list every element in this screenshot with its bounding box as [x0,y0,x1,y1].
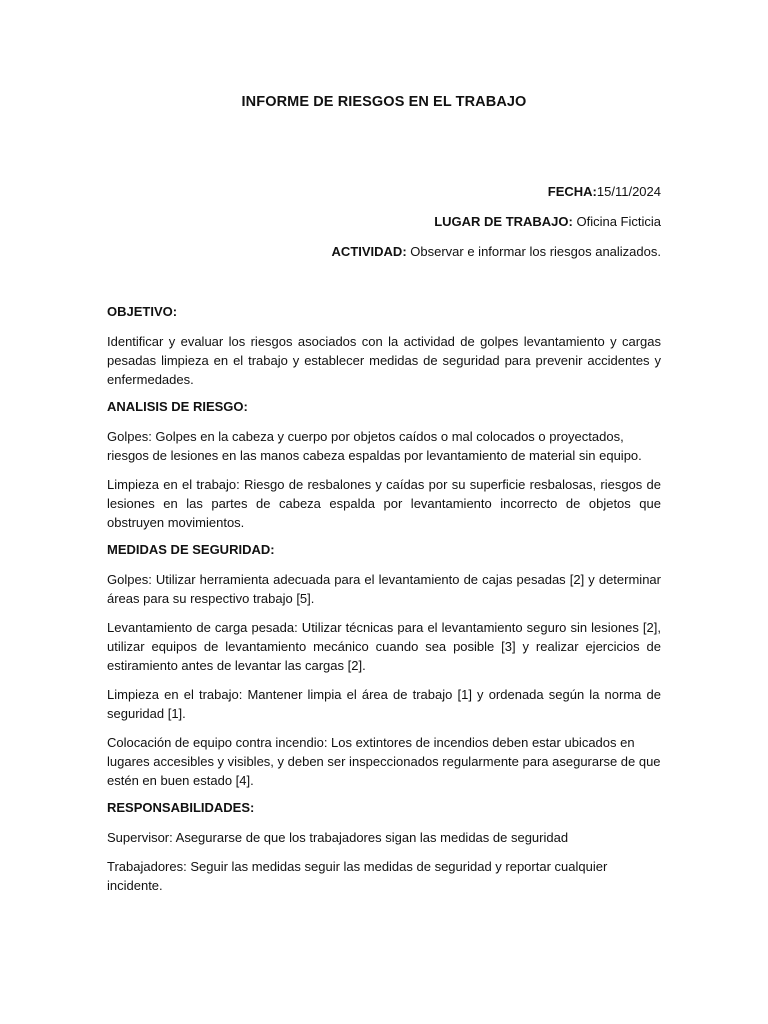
heading-objetivo: OBJETIVO: [107,304,178,319]
document-body [107,302,661,905]
actividad-value: Observar e informar los riesgos analizados. [406,244,661,259]
paragraph-medidas-limpieza: Limpieza en el trabajo: Mantener limpia el área de trabajo [1] y ordenada según la norma de seguridad [1]. [107,687,661,721]
document-title: INFORME DE RIESGOS EN EL TRABAJO [241,94,527,110]
heading-analisis: ANALISIS DE RIESGO: [107,399,248,414]
meta-actividad [332,244,661,259]
paragraph-analisis-limpieza: Limpieza en el trabajo: Riesgo de resbalones y caídas por su superficie resbalosas, riesgos de lesiones en las partes de cabeza espalda por levantamiento incorrecto de objetos que obstruyen movimientos. [107,477,661,530]
meta-fecha [548,184,661,199]
lugar-value: Oficina Ficticia [572,214,661,229]
paragraph-medidas-levantamiento: Levantamiento de carga pesada: Utilizar técnicas para el levantamiento seguro sin lesiones [2], utilizar equipos de levantamiento mecánico cuando sea posible [3] y realizar ejercicios de estiramiento antes de levantar las cargas [2]. [107,620,661,673]
meta-lugar [434,214,661,229]
heading-medidas: MEDIDAS DE SEGURIDAD: [107,542,275,557]
actividad-label: ACTIVIDAD: [331,244,407,259]
heading-responsabilidades: RESPONSABILIDADES: [107,800,255,815]
paragraph-responsabilidad-trabajadores: Trabajadores: Seguir las medidas seguir las medidas de seguridad y reportar cualquier incidente. [107,859,608,893]
fecha-label: FECHA: [547,184,597,199]
paragraph-medidas-golpes: Golpes: Utilizar herramienta adecuada para el levantamiento de cajas pesadas [2] y determinar áreas para su respectivo trabajo [5]. [107,572,661,606]
paragraph-medidas-incendio: Colocación de equipo contra incendio: Los extintores de incendios deben estar ubicados en lugares accesibles y visibles, y deben ser inspeccionados regularmente para asegurarse de que estén en buen estado [4]. [107,735,661,788]
paragraph-objetivo: Identificar y evaluar los riesgos asociados con la actividad de golpes levantamiento y cargas pesadas limpieza en el trabajo y establecer medidas de seguridad para prevenir accidentes y enfermedades. [107,334,661,387]
paragraph-responsabilidad-supervisor: Supervisor: Asegurarse de que los trabajadores sigan las medidas de seguridad [107,830,569,845]
paragraph-analisis-golpes: Golpes: Golpes en la cabeza y cuerpo por objetos caídos o mal colocados o proyectados, riesgos de lesiones en las manos cabeza espaldas por levantamiento de material sin equipo. [107,429,642,463]
lugar-label: LUGAR DE TRABAJO: [434,214,573,229]
fecha-value: 15/11/2024 [596,184,661,199]
